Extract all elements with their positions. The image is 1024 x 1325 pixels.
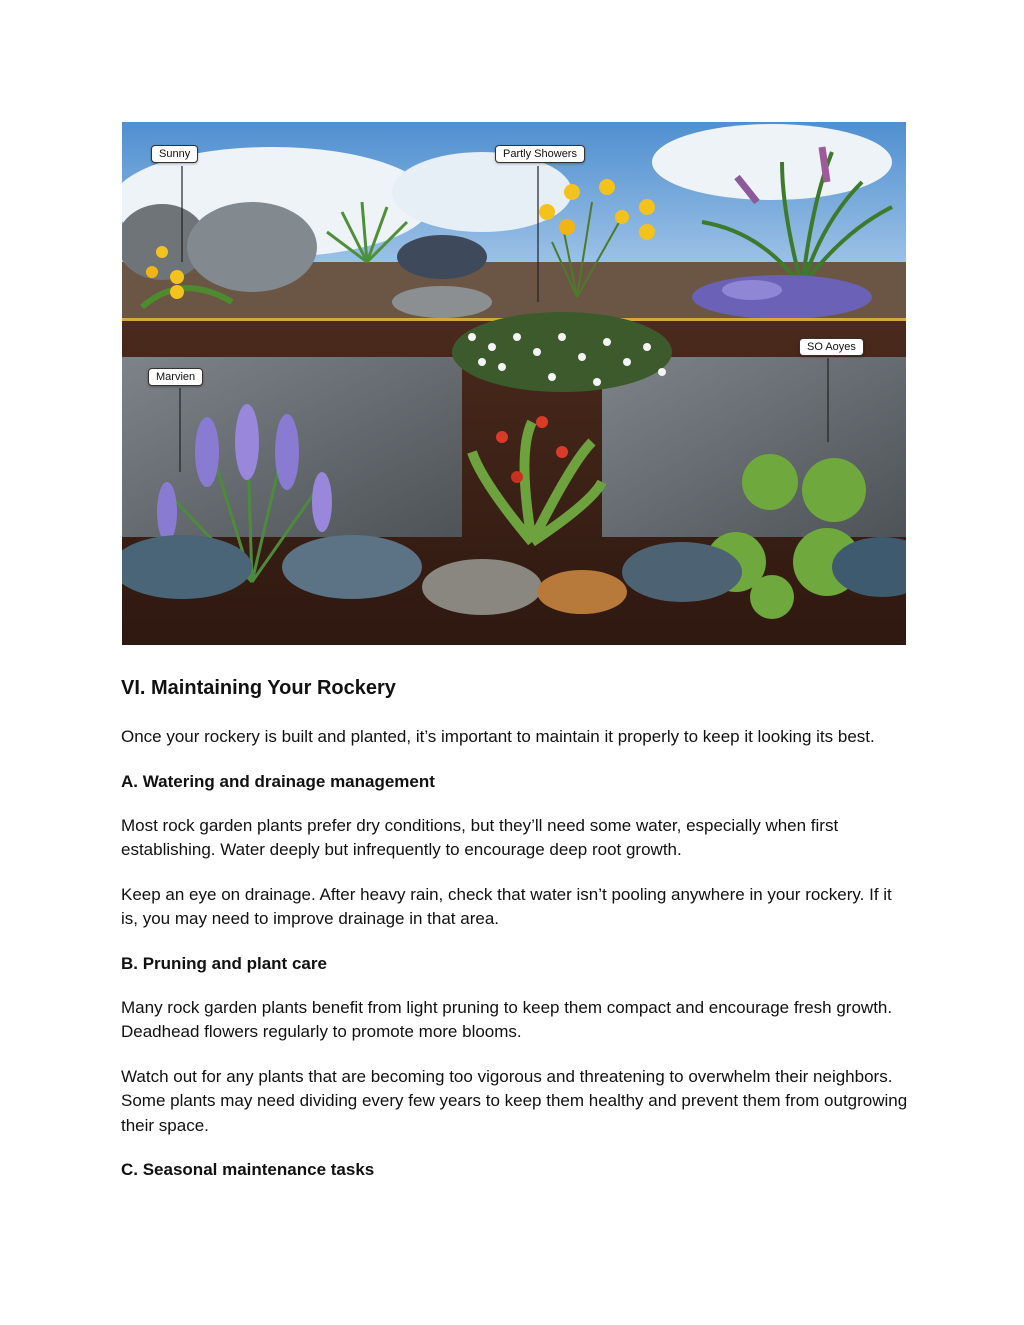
rockery-illustration: [122, 122, 906, 645]
river-stone: [282, 535, 422, 599]
label-marvien: Marvien: [148, 368, 203, 386]
label-sunny: Sunny: [151, 145, 198, 163]
boulder: [392, 286, 492, 318]
lavender-cluster: [692, 275, 872, 319]
cloud: [392, 152, 572, 232]
label-partly-showers: Partly Showers: [495, 145, 585, 163]
subheading-watering: A. Watering and drainage management: [121, 771, 435, 791]
subheading-seasonal: C. Seasonal maintenance tasks: [121, 1160, 375, 1179]
stone-slab-right: [602, 357, 906, 537]
pruning-paragraph-2: Watch out for any plants that are becoming too vigorous and threatening to overwhelm their neighbors. Some plants may need dividing every few years to keep them healthy and prevent them from outgrowing their space.: [121, 1066, 908, 1135]
white-flowers: [452, 312, 672, 392]
river-stone: [622, 542, 742, 602]
pruning-paragraph-1: Many rock garden plants benefit from light pruning to keep them compact and encourage fresh growth. Deadhead flowers regularly to promote more blooms.: [121, 997, 893, 1041]
watering-paragraph-2: Keep an eye on drainage. After heavy rain, check that water isn’t pooling anywhere in your rockery. If it is, you may need to improve drainage in that area.: [121, 884, 892, 928]
boulder: [397, 235, 487, 279]
rockery-cross-section-image: [122, 122, 906, 645]
label-so-roses: SO Aoyes: [799, 338, 864, 356]
boulder: [187, 202, 317, 292]
section-title: VI. Maintaining Your Rockery: [121, 677, 396, 699]
river-stone: [537, 570, 627, 614]
subheading-pruning: B. Pruning and plant care: [121, 953, 327, 973]
article-body: [121, 675, 911, 1202]
river-stone: [422, 559, 542, 615]
watering-paragraph-1: Most rock garden plants prefer dry conditions, but they’ll need some water, especially when first establishing. Water deeply but infrequently to encourage deep root growth.: [121, 815, 839, 859]
intro-paragraph: Once your rockery is built and planted, it’s important to maintain it properly to keep it looking its best.: [121, 727, 875, 746]
